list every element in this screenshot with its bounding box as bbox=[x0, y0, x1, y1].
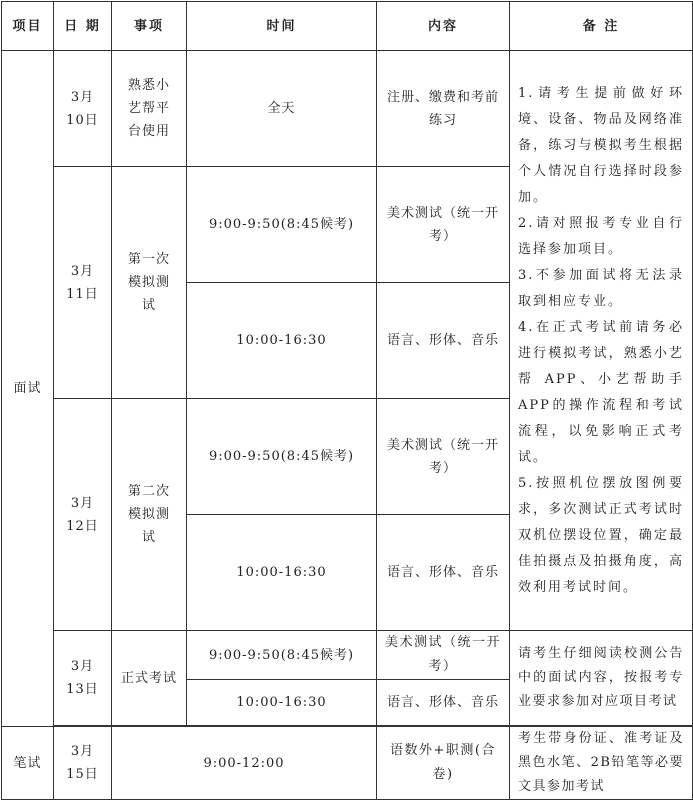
note-line: 1.请考生提前做好环境、设备、物品及网络准备，练习与模拟考生根据个人情况自行选择时段参加。 bbox=[518, 85, 684, 205]
content-cell: 美术测试（统一开考） bbox=[377, 399, 510, 515]
date-cell: 3月15日 bbox=[54, 727, 112, 800]
content-cell: 注册、缴费和考前练习 bbox=[377, 51, 510, 167]
item-cell: 第一次模拟测试 bbox=[112, 167, 187, 399]
header-item: 事项 bbox=[112, 2, 187, 51]
content-cell: 语数外+职测(合卷) bbox=[377, 727, 510, 800]
project-interview: 面试 bbox=[2, 51, 54, 727]
header-time: 时间 bbox=[187, 2, 377, 51]
date-cell: 3月10日 bbox=[54, 51, 112, 167]
notes-written: 考生带身份证、准考证及黑色水笔、2B铅笔等必要文具参加考试 bbox=[510, 727, 693, 800]
note-line: 3.不参加面试将无法录取到相应专业。 bbox=[518, 267, 684, 309]
note-line: 2.请对照报考专业自行选择参加项目。 bbox=[518, 215, 684, 257]
time-cell: 9:00-12:00 bbox=[112, 727, 377, 800]
time-cell: 9:00-9:50(8:45候考) bbox=[187, 399, 377, 515]
time-cell: 10:00-16:30 bbox=[187, 283, 377, 399]
time-cell: 10:00-16:30 bbox=[187, 515, 377, 631]
date-cell: 3月13日 bbox=[54, 631, 112, 726]
content-cell: 语言、形体、音乐 bbox=[377, 283, 510, 399]
item-cell: 熟悉小艺帮平台使用 bbox=[112, 51, 187, 167]
note-line: 5.按照机位摆放图例要求，多次测试正式考试时双机位摆设位置，确定最佳拍摄点及拍摄角度，高效利用考试时间。 bbox=[518, 475, 684, 595]
project-written: 笔试 bbox=[2, 727, 54, 800]
content-cell: 美术测试（统一开考） bbox=[377, 167, 510, 283]
item-cell: 第二次模拟测试 bbox=[112, 399, 187, 631]
notes-formal: 请考生仔细阅读校测公告中的面试内容，按报考专业要求参加对应项目考试 bbox=[510, 631, 693, 726]
content-cell: 语言、形体、音乐 bbox=[377, 515, 510, 631]
content-cell: 美术测试（统一开考） bbox=[377, 631, 510, 680]
exam-schedule-table bbox=[1, 1, 693, 800]
table-row bbox=[2, 631, 693, 680]
content-cell: 语言、形体、音乐 bbox=[377, 680, 510, 726]
note-line: 4.在正式考试前请务必进行模拟考试，熟悉小艺帮 APP、小艺帮助手 APP的操作流程和考试流程，以免影响正式考试。 bbox=[518, 319, 684, 465]
time-cell: 9:00-9:50(8:45候考) bbox=[187, 631, 377, 680]
table-row bbox=[2, 727, 693, 800]
date-cell: 3月12日 bbox=[54, 399, 112, 631]
header-notes: 备 注 bbox=[510, 2, 693, 51]
time-cell: 10:00-16:30 bbox=[187, 680, 377, 726]
table-row bbox=[2, 51, 693, 167]
header-project: 项目 bbox=[2, 2, 54, 51]
item-cell: 正式考试 bbox=[112, 631, 187, 726]
header-date: 日 期 bbox=[54, 2, 112, 51]
notes-main bbox=[510, 51, 693, 631]
header-content: 内容 bbox=[377, 2, 510, 51]
header-row bbox=[2, 2, 693, 51]
time-cell: 全天 bbox=[187, 51, 377, 167]
time-cell: 9:00-9:50(8:45候考) bbox=[187, 167, 377, 283]
date-cell: 3月11日 bbox=[54, 167, 112, 399]
